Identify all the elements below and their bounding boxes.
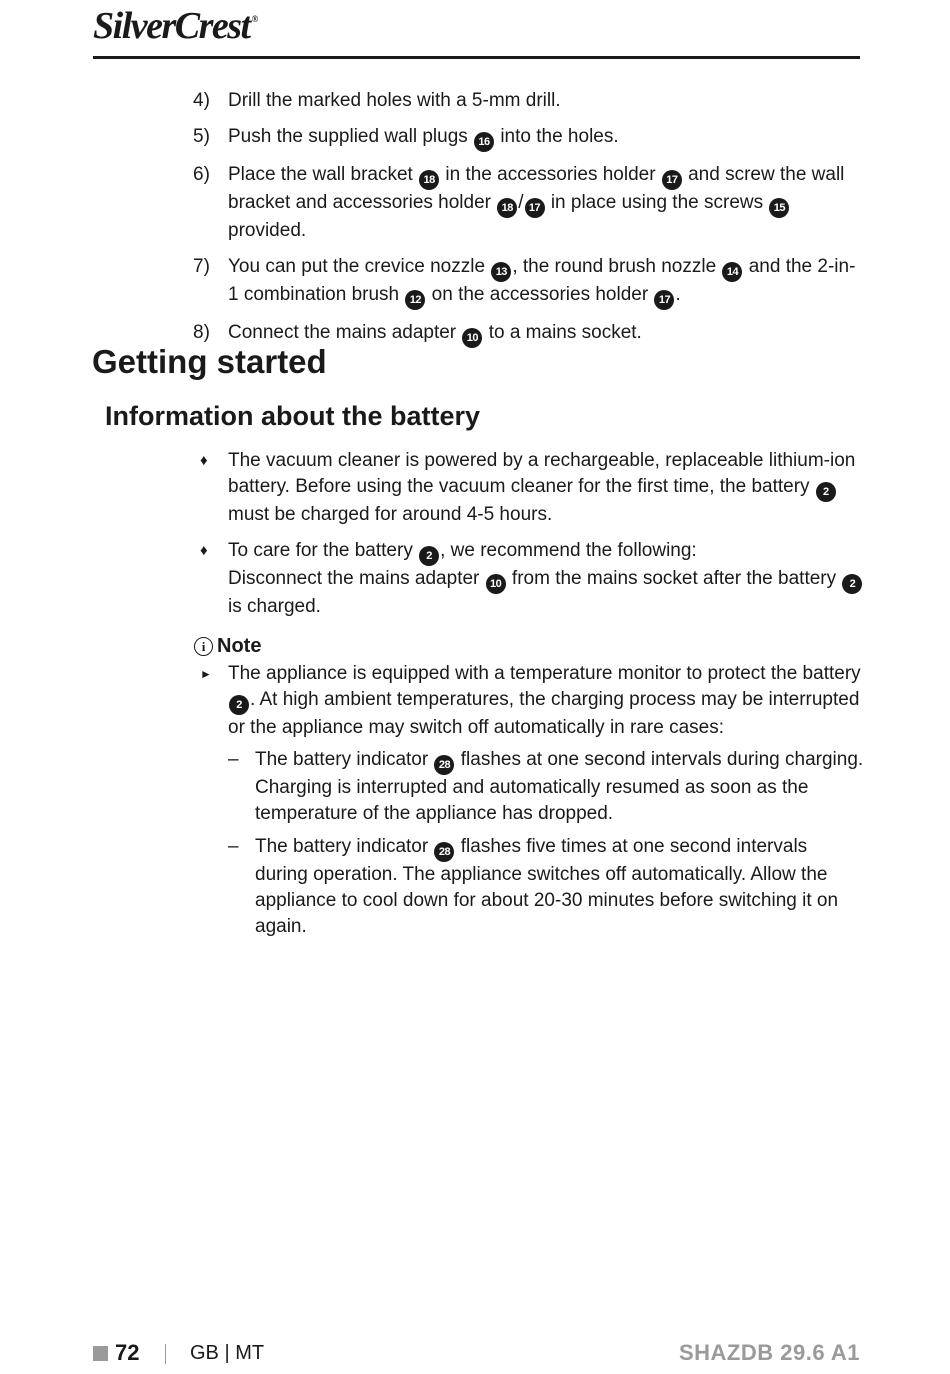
step-text: Place the wall bracket 18 in the accessories holder 17 and screw the wall bracket and accessories holder 18 / 17 in place using the screws 15 provided. [228,164,845,241]
step-text: Drill the marked holes with a 5-mm drill. [228,90,561,111]
part-number-badge: 17 [654,290,674,310]
step-item [193,88,863,114]
part-number-badge: 28 [434,755,454,775]
brand-logo-text: SilverCrest [93,5,250,47]
header-rule [93,56,860,59]
note-heading [194,635,261,658]
installation-steps [193,88,863,358]
diamond-bullet-icon: ♦ [200,542,208,559]
note-body [200,661,865,947]
note-subitem-text: The battery indicator 28 flashes at one second intervals during charging. Charging is interrupted and automatically resumed as soon as the temperature of the appliance has dropped. [255,749,864,824]
note-item [200,661,865,741]
note-subitem-text: The battery indicator 28 flashes five times at one second intervals during operation. The appliance switches off automatically. Allow the appliance to cool down for about 20-30 minutes before switching it on again. [255,836,839,937]
info-icon: i [194,637,213,656]
part-number-badge: 10 [486,574,506,594]
dash-bullet: – [228,836,239,857]
page-number: 72 [115,1340,140,1365]
step-number: 8) [193,322,210,343]
diamond-bullet-icon: ♦ [200,452,208,469]
note-subitem [228,747,865,827]
subsection-title: Information about the battery [105,401,481,431]
step-text: Push the supplied wall plugs 16 into the holes. [228,124,863,152]
footer-divider [165,1344,166,1364]
part-number-badge: 2 [419,546,439,566]
part-number-badge: 2 [816,482,836,502]
bullet-text: The vacuum cleaner is powered by a rechargeable, replaceable lithium-ion battery. Before using the vacuum cleaner for the first time, the battery 2 must be charged for around 4-5 hours. [228,450,856,525]
brand-logo [93,4,257,48]
part-number-badge: 13 [491,262,511,282]
bullet-item [200,538,865,620]
part-number-badge: 10 [462,328,482,348]
part-number-badge: 14 [722,262,742,282]
step-text: You can put the crevice nozzle 13 , the round brush nozzle 14 and the 2-in-1 combination brush 12 on the accessories holder 17 . [228,254,863,310]
dash-bullet: – [228,749,239,770]
bullet-item [200,448,865,528]
part-number-badge: 12 [405,290,425,310]
section-title: Getting started [92,343,327,380]
step-item [193,124,863,152]
footer-square-icon [93,1346,108,1361]
step-number: 4) [193,90,210,111]
arrow-bullet-icon: ► [200,667,212,681]
footer-languages: GB | MT [190,1342,265,1364]
part-number-badge: 18 [419,170,439,190]
part-number-badge: 16 [474,132,494,152]
part-number-badge: 28 [434,842,454,862]
part-number-badge: 2 [842,574,862,594]
step-number: 7) [193,256,210,277]
step-item [193,254,863,310]
registered-mark: ® [251,14,257,24]
part-number-badge: 17 [662,170,682,190]
step-number: 5) [193,126,210,147]
note-text: The appliance is equipped with a temperature monitor to protect the battery 2 . At high ambient temperatures, the charging process may be interrupted or the appliance may switch off automatically in rare cases: [228,663,861,738]
note-sublist [228,747,865,940]
step-number: 6) [193,164,210,185]
part-number-badge: 2 [229,695,249,715]
note-subitem [228,834,865,940]
battery-info-list [200,448,865,630]
step-text: Connect the mains adapter 10 to a mains socket. [228,320,863,348]
part-number-badge: 15 [769,198,789,218]
page-footer [93,1340,860,1370]
part-number-badge: 18 [497,198,517,218]
note-title: Note [217,635,262,657]
bullet-text: To care for the battery 2 , we recommend the following: Disconnect the mains adapter 10 from the mains socket after the battery 2 is charged. [228,538,865,620]
model-number: SHAZDB 29.6 A1 [678,1340,860,1365]
step-item [193,162,863,244]
part-number-badge: 17 [525,198,545,218]
